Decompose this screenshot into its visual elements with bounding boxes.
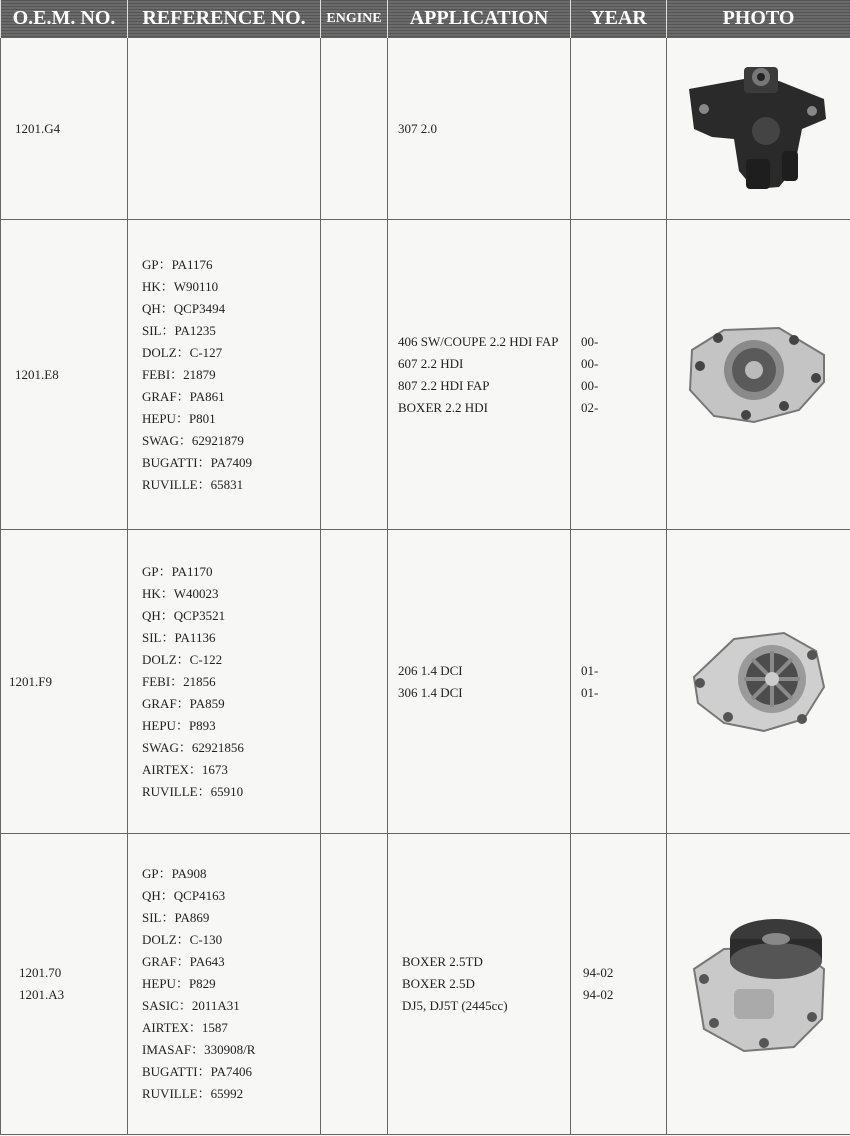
- reference-line: RUVILLE：65831: [142, 476, 244, 492]
- application-cell: [388, 220, 571, 530]
- year-line: 00-: [581, 333, 599, 349]
- header-photo: PHOTO: [667, 0, 850, 38]
- reference-line: RUVILLE：65910: [142, 783, 244, 799]
- year-line: 94-02: [583, 987, 614, 1002]
- year-line: 00-: [581, 355, 599, 371]
- reference-line: GP：PA908: [142, 866, 207, 881]
- engine-cell: [321, 38, 388, 220]
- year-line: 94-02: [583, 965, 614, 980]
- table-row: [1, 38, 850, 220]
- reference-line: GRAF：PA861: [142, 388, 225, 404]
- water-pump-flat-icon: [684, 320, 834, 430]
- application-line: BOXER 2.5TD: [402, 954, 483, 969]
- water-pump-impeller-icon: [684, 627, 834, 737]
- oem-cell: [1, 220, 128, 530]
- year-cell: [571, 834, 667, 1135]
- photo-cell: [667, 220, 850, 530]
- reference-cell: [128, 220, 321, 530]
- application-line: BOXER 2.2 HDI: [398, 399, 488, 415]
- reference-line: GRAF：PA859: [142, 695, 225, 711]
- reference-line: DOLZ：C-130: [142, 932, 223, 947]
- engine-cell: [321, 220, 388, 530]
- reference-line: HK：W40023: [142, 585, 219, 601]
- header-reference: REFERENCE NO.: [128, 0, 321, 38]
- reference-line: QH：QCP3521: [142, 607, 226, 623]
- reference-line: SASIC：2011A31: [142, 998, 240, 1013]
- application-cell: [388, 38, 571, 220]
- reference-cell: [128, 38, 321, 220]
- reference-line: DOLZ：C-127: [142, 344, 223, 360]
- reference-line: HEPU：P893: [142, 717, 216, 733]
- photo-cell: [667, 530, 850, 834]
- reference-line: GRAF：PA643: [142, 954, 225, 969]
- oem-number: 1201.G4: [15, 120, 61, 136]
- application-line: 607 2.2 HDI: [398, 355, 464, 371]
- reference-line: BUGATTI：PA7409: [142, 454, 253, 470]
- application-line: 306 1.4 DCI: [398, 684, 463, 700]
- reference-line: QH：QCP4163: [142, 888, 226, 903]
- application-line: 807 2.2 HDI FAP: [398, 377, 490, 393]
- photo-cell: [667, 38, 850, 220]
- header-application: APPLICATION: [388, 0, 571, 38]
- reference-line: HK：W90110: [142, 278, 219, 294]
- oem-number: 1201.F9: [9, 673, 52, 689]
- reference-line: HEPU：P801: [142, 410, 216, 426]
- reference-line: FEBI：21856: [142, 673, 216, 689]
- header-year: YEAR: [571, 0, 667, 38]
- reference-line: HEPU：P829: [142, 976, 216, 991]
- year-line: 02-: [581, 399, 599, 415]
- oem-number: 1201.70: [19, 965, 62, 980]
- reference-line: SWAG：62921856: [142, 739, 244, 755]
- photo-cell: [667, 834, 850, 1135]
- oem-cell: [1, 38, 128, 220]
- year-line: 01-: [581, 684, 599, 700]
- application-cell: [388, 530, 571, 834]
- reference-line: FEBI：21879: [142, 366, 216, 382]
- reference-cell: [128, 530, 321, 834]
- reference-line: QH：QCP3494: [142, 300, 226, 316]
- reference-line: GP：PA1170: [142, 563, 213, 579]
- application-line: 206 1.4 DCI: [398, 662, 463, 678]
- reference-line: SWAG：62921879: [142, 432, 244, 448]
- oem-number: 1201.A3: [19, 987, 65, 1002]
- reference-line: AIRTEX：1587: [142, 1020, 228, 1035]
- oem-number: 1201.E8: [15, 366, 59, 382]
- reference-line: RUVILLE：65992: [142, 1086, 244, 1101]
- year-cell: [571, 38, 667, 220]
- reference-line: SIL：PA1136: [142, 629, 216, 645]
- water-pump-pulley-icon: [684, 909, 834, 1059]
- reference-line: SIL：PA869: [142, 910, 210, 925]
- reference-line: GP：PA1176: [142, 256, 213, 272]
- application-line: DJ5, DJ5T (2445cc): [402, 998, 508, 1013]
- table-row: [1, 220, 850, 530]
- engine-cell: [321, 834, 388, 1135]
- reference-cell: [128, 834, 321, 1135]
- application-line: 406 SW/COUPE 2.2 HDI FAP: [398, 333, 559, 349]
- reference-line: BUGATTI：PA7406: [142, 1064, 253, 1079]
- application-line: 307 2.0: [398, 120, 437, 136]
- reference-line: AIRTEX：1673: [142, 761, 228, 777]
- application-cell: [388, 834, 571, 1135]
- table-row: [1, 530, 850, 834]
- oem-cell: [1, 530, 128, 834]
- header-engine: ENGINE: [321, 0, 388, 38]
- year-cell: [571, 220, 667, 530]
- oem-cell: [1, 834, 128, 1135]
- water-pump-black-icon: [684, 59, 834, 199]
- reference-line: DOLZ：C-122: [142, 651, 223, 667]
- reference-line: SIL：PA1235: [142, 322, 216, 338]
- header-oem: O.E.M. NO.: [1, 0, 128, 38]
- year-line: 01-: [581, 662, 599, 678]
- year-line: 00-: [581, 377, 599, 393]
- engine-cell: [321, 530, 388, 834]
- application-line: BOXER 2.5D: [402, 976, 475, 991]
- header-row: [1, 0, 850, 38]
- year-cell: [571, 530, 667, 834]
- table-row: [1, 834, 850, 1135]
- reference-line: IMASAF：330908/R: [142, 1042, 256, 1057]
